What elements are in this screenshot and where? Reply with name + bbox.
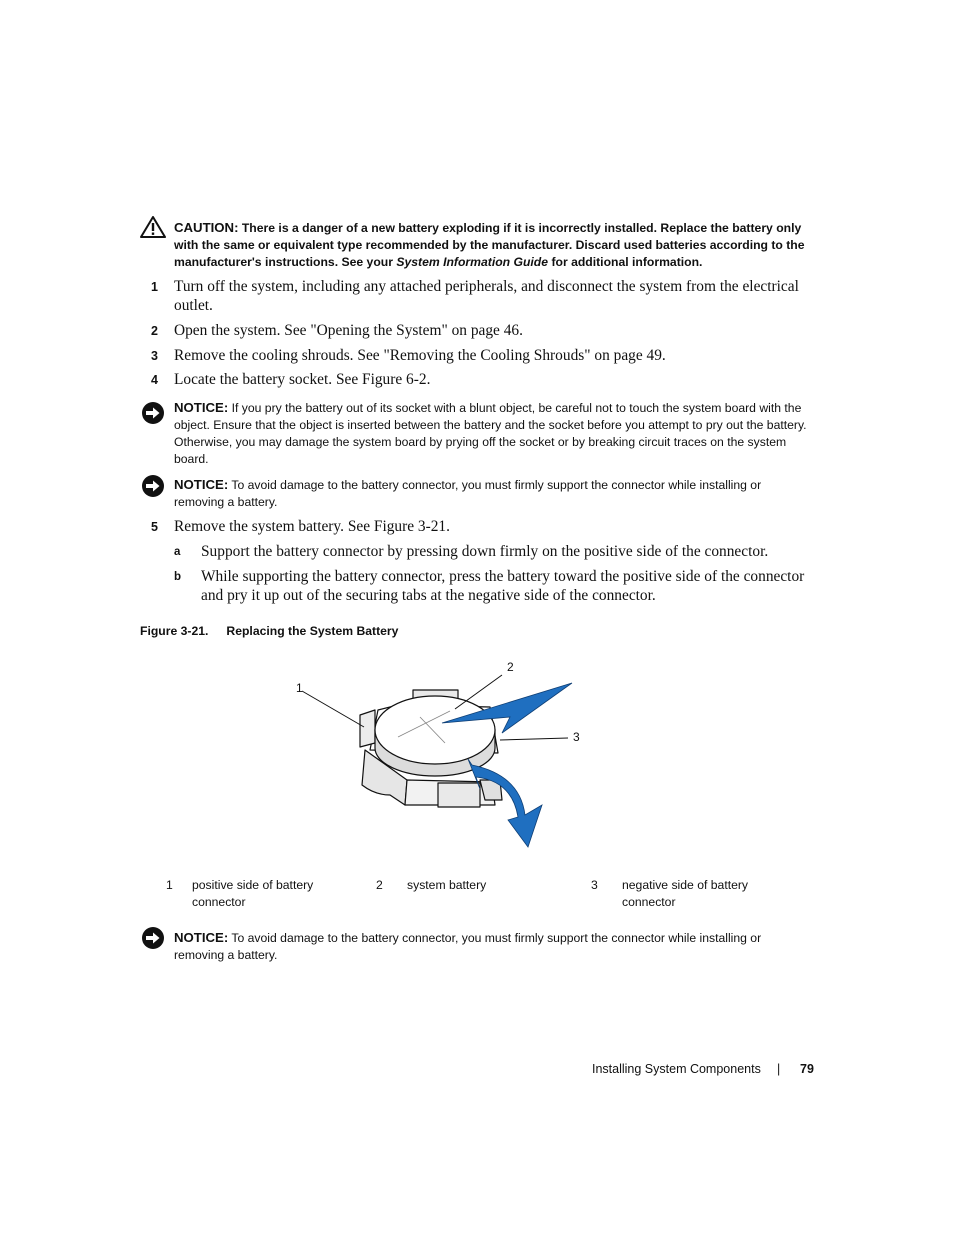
notice-label: NOTICE:: [174, 477, 229, 492]
legend-text: positive side of battery connector: [192, 878, 314, 909]
figure-callout-1: 1: [296, 681, 303, 695]
notice-text: To avoid damage to the battery connector, you must firmly support the connector while installing or removing a battery.: [174, 478, 762, 509]
substep-text: Support the battery connector by pressing down firmly on the positive side of the connector.: [201, 543, 769, 560]
step-text: Remove the cooling shrouds. See "Removing the Cooling Shrouds" on page 49.: [174, 347, 666, 364]
figure-callout-2: 2: [507, 660, 514, 674]
legend-text: negative side of battery connector: [622, 878, 749, 909]
battery-replacement-illustration: [280, 655, 610, 855]
step-text: Open the system. See "Opening the System" on page 46.: [174, 322, 523, 339]
figure-title: Replacing the System Battery: [226, 624, 399, 638]
figure-number: Figure 3-21.: [140, 624, 209, 638]
notice-label: NOTICE:: [174, 400, 229, 415]
step-number: 1: [151, 280, 158, 294]
step-text: Turn off the system, including any attached peripherals, and disconnect the system from the electrical outlet.: [174, 278, 799, 314]
figure-callout-3: 3: [573, 730, 580, 744]
caution-guide-title: System Information Guide: [396, 255, 549, 269]
page-number: 79: [800, 1062, 814, 1076]
notice-block: [174, 929, 814, 964]
caution-text-end: for additional information.: [551, 255, 703, 269]
step-number: 3: [151, 349, 158, 363]
notice-icon: [141, 474, 165, 498]
step-text: Remove the system battery. See Figure 3-21.: [174, 518, 450, 535]
legend-text: system battery: [407, 878, 487, 892]
substep-letter: b: [174, 571, 182, 583]
notice-icon: [141, 401, 165, 425]
step-number: 4: [151, 373, 158, 387]
step-number: 5: [151, 520, 158, 534]
legend-number: 1: [166, 878, 173, 892]
caution-triangle-icon: [140, 215, 166, 239]
notice-text: If you pry the battery out of its socket with a blunt object, be careful not to touch the system board with the object. Ensure that the object is inserted between the battery and the socket before you attempt to pry out the battery. Otherwise, you may damage the system board by prying off the socket or by breaking circuit traces on the system board.: [174, 401, 807, 466]
notice-block: [174, 399, 814, 468]
substep-text: While supporting the battery connector, press the battery toward the positive side of the connector and pry it up out of the securing tabs at the negative side of the connector.: [201, 568, 805, 604]
substep-letter: a: [174, 546, 181, 558]
footer-separator: |: [777, 1062, 781, 1076]
notice-text: To avoid damage to the battery connector, you must firmly support the connector while installing or removing a battery.: [174, 931, 762, 962]
notice-label: NOTICE:: [174, 930, 229, 945]
caution-label: CAUTION:: [174, 220, 239, 235]
caution-text: There is a danger of a new battery exploding if it is incorrectly installed. Replace the battery only with the same or equivalent type recommended by the manufacturer. Discard used batteries according to the manufacturer's instructions. See your: [174, 221, 805, 269]
footer-section-title: Installing System Components: [592, 1062, 761, 1076]
legend-number: 2: [376, 878, 383, 892]
step-text: Locate the battery socket. See Figure 6-2.: [174, 371, 431, 388]
battery-coin: [375, 696, 495, 776]
figure-caption: [140, 624, 398, 638]
caution-block: [174, 219, 814, 271]
notice-icon: [141, 926, 165, 950]
notice-block: [174, 476, 814, 511]
step-number: 2: [151, 324, 158, 338]
legend-number: 3: [591, 878, 598, 892]
